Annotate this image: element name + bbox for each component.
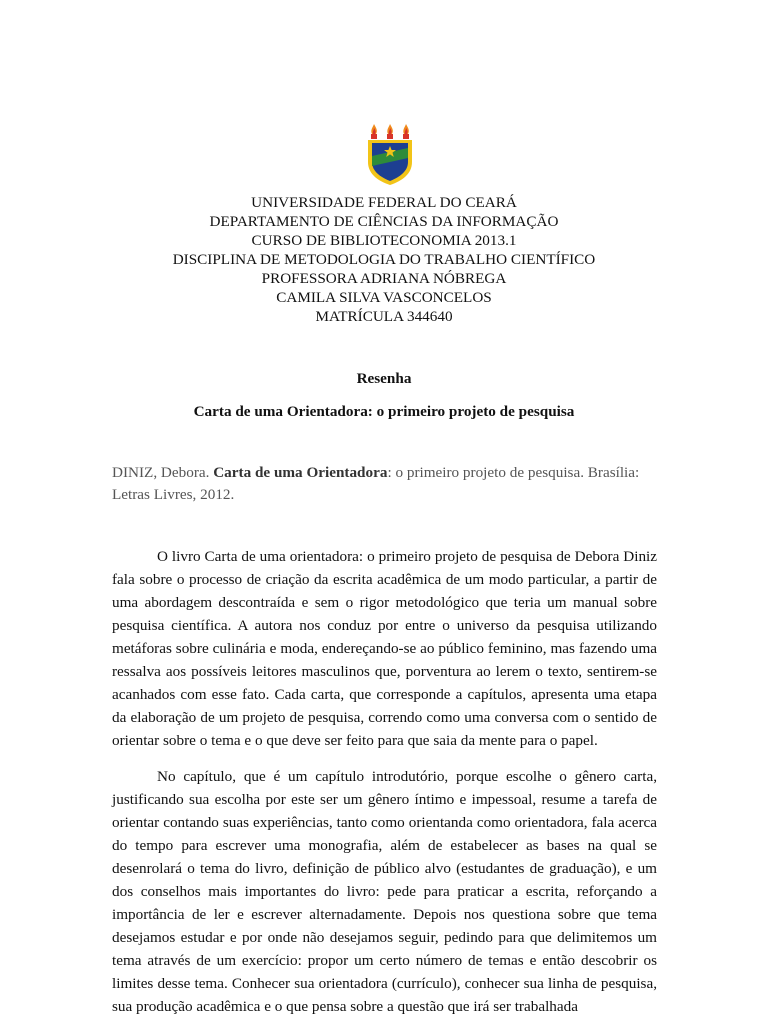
review-title: Carta de uma Orientadora: o primeiro projeto de pesquisa [193, 403, 575, 420]
university-crest-icon [364, 124, 416, 186]
header-line-department: DEPARTAMENTO DE CIÊNCIAS DA INFORMAÇÃO [209, 213, 559, 230]
institution-header [0, 193, 768, 326]
header-line-registration: MATRÍCULA 344640 [315, 308, 453, 325]
reference-author: DINIZ, Debora. [112, 464, 210, 481]
header-line-professor: PROFESSORA ADRIANA NÓBREGA [261, 270, 507, 287]
header-line-course: CURSO DE BIBLIOTECONOMIA 2013.1 [251, 232, 517, 249]
review-label: Resenha [356, 370, 412, 387]
bibliographic-reference [112, 462, 672, 506]
header-line-university: UNIVERSIDADE FEDERAL DO CEARÁ [251, 194, 517, 211]
header-line-student: CAMILA SILVA VASCONCELOS [276, 289, 492, 306]
body-paragraph: O livro Carta de uma orientadora: o primeiro projeto de pesquisa de Debora Diniz fala sobre o processo de criação da escrita acadêmica de um modo particular, a partir de uma abordagem descontraída e sem o rigor metodológico que teria um manual sobre pesquisa científica. A autora nos conduz por entre o universo da pesquisa utilizando metáforas sobre culinária e moda, endereçando-se ao público feminino, mas fazendo uma ressalva aos possíveis leitores masculinos que, porventura ao lerem o texto, sentirem-se acanhados com esse fato. Cada carta, que corresponde a capítulos, apresenta uma etapa da elaboração de um projeto de pesquisa, correndo como uma conversa com o sentido de orientar sobre o tema e o que deve ser feito para que saia da mente para o papel. [112, 548, 657, 749]
header-line-discipline: DISCIPLINA DE METODOLOGIA DO TRABALHO CIENTÍFICO [172, 251, 596, 268]
body-paragraph: No capítulo, que é um capítulo introdutório, porque escolhe o gênero carta, justificando sua escolha por este ser um gênero íntimo e impessoal, resume a tarefa de orientar contando suas experiências, tanto como orientanda como orientadora, fala acerca do tempo para escrever uma monografia, além de estabelecer as bases na qual se desenrolará o tema do livro, definição de público alvo (estudantes de graduação), e um dos conselhos mais importantes do livro: pede para praticar a escrita, reforçando a importância de ler e escrever alternadamente. Depois nos questiona sobre que tema desejamos estudar e por onde não desejamos seguir, pedindo para que delimitemos um tema através de um exercício: propor um certo número de temas e então descobrir os limites desse tema. Conhecer sua orientadora (currículo), conhecer sua linha de pesquisa, sua produção acadêmica e o que pensa sobre a questão que irá ser trabalhada [112, 768, 657, 1015]
reference-book-title: Carta de uma Orientadora [213, 464, 388, 481]
reference-details: : o primeiro projeto de pesquisa. Brasília: Letras Livres, 2012. [112, 464, 640, 503]
